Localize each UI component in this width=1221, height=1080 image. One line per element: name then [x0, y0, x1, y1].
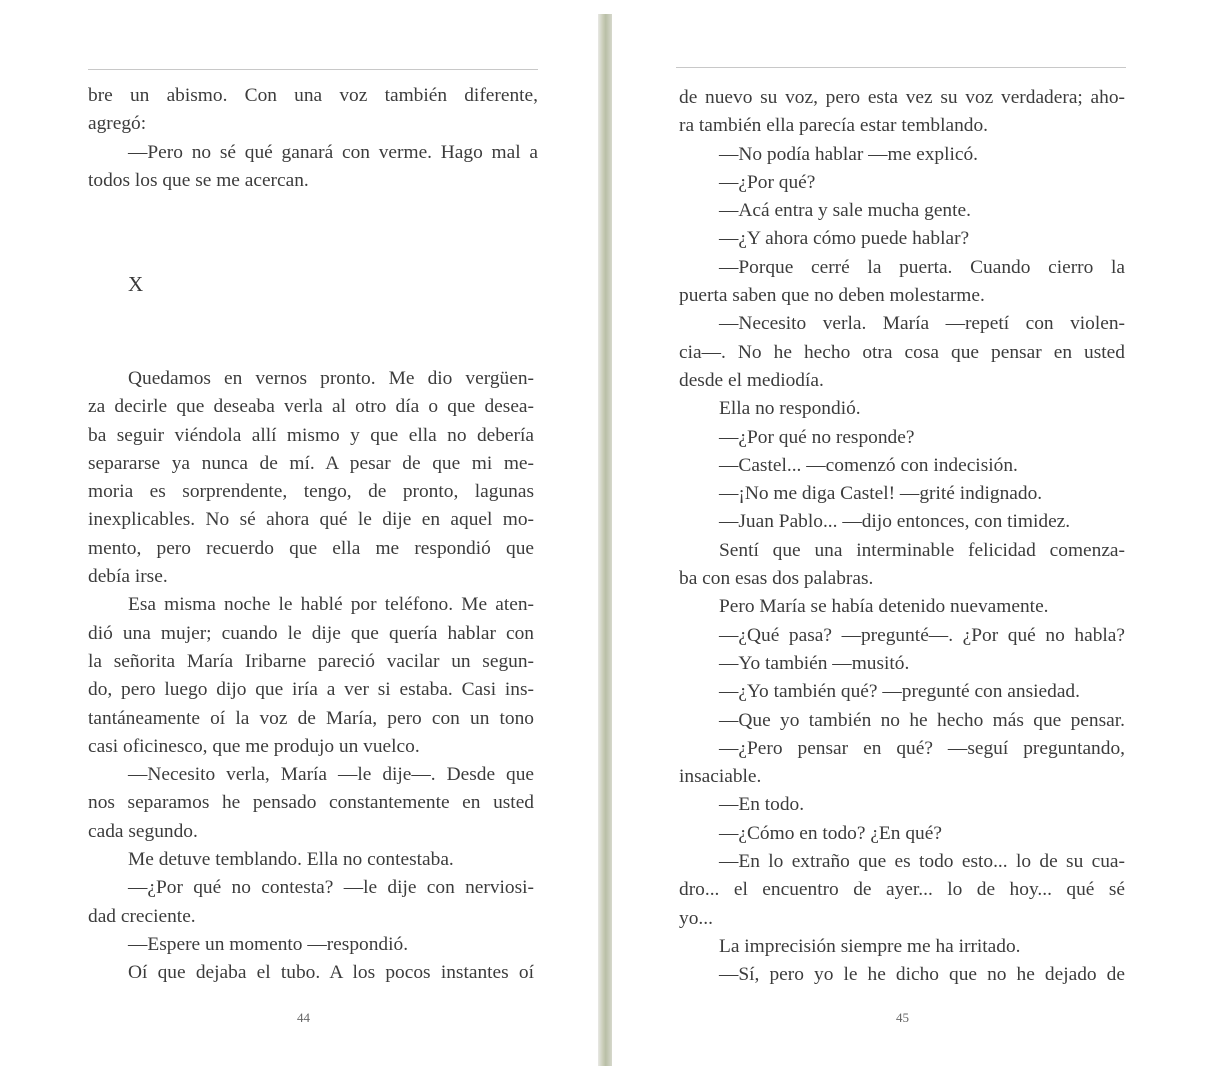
- text-line: Ella no respondió.: [719, 398, 861, 420]
- text-line: —Necesito verla. María —repetí con violen-: [719, 313, 1125, 335]
- text-line: nos separamos he pensado constantemente en usted: [88, 792, 534, 814]
- text-line: —Juan Pablo... —dijo entonces, con timidez.: [719, 511, 1071, 533]
- text-line: desde el mediodía.: [679, 369, 824, 391]
- text-line: debía irse.: [88, 566, 168, 588]
- text-line: —Porque cerré la puerta. Cuando cierro la: [719, 256, 1125, 278]
- text-line: bre un abismo. Con una voz también diferente,: [88, 85, 538, 106]
- text-line: de nuevo su voz, pero esta vez su voz verdadera; aho-: [679, 87, 1125, 108]
- text-line: Esa misma noche le hablé por teléfono. Me aten-: [128, 594, 534, 616]
- text-line: —¿Por qué no contesta? —le dije con nerviosi-: [128, 877, 534, 899]
- text-line: la señorita María Iribarne pareció vacilar un segun-: [88, 650, 534, 672]
- text-line: ba con esas dos palabras.: [679, 568, 874, 590]
- text-line: cada segundo.: [88, 820, 198, 842]
- text-line: moria es sorprendente, tengo, de pronto, lagunas: [88, 481, 534, 503]
- text-line: dió una mujer; cuando le dije que quería hablar con: [88, 622, 534, 644]
- text-line: ba seguir viéndola allí mismo y que ella no debería: [88, 424, 534, 446]
- text-line: —Castel... —comenzó con indecisión.: [719, 454, 1018, 476]
- text-line: —Yo también —musitó.: [719, 652, 910, 674]
- text-line: cia—. No he hecho otra cosa que pensar en usted: [679, 341, 1125, 363]
- text-line: Oí que dejaba el tubo. A los pocos instantes oí: [128, 962, 534, 984]
- left-top-text: [88, 82, 538, 195]
- text-line: —¿Cómo en todo? ¿En qué?: [719, 822, 942, 844]
- right-page: [612, 0, 1221, 1080]
- text-line: dad creciente.: [88, 905, 196, 927]
- text-line: insaciable.: [679, 766, 762, 788]
- text-line: —Sí, pero yo le he dicho que no he dejado de: [719, 964, 1125, 986]
- text-line: todos los que se me acercan.: [88, 169, 309, 191]
- left-main-text: [88, 365, 534, 988]
- text-line: puerta saben que no deben molestarme.: [679, 285, 985, 307]
- header-rule: [676, 67, 1126, 68]
- text-line: tantáneamente oí la voz de María, pero con un tono: [88, 707, 534, 729]
- text-line: —En lo extraño que es todo esto... lo de su cua-: [719, 851, 1125, 873]
- text-line: za decirle que deseaba verla al otro día o que desea-: [88, 396, 534, 418]
- text-line: Quedamos en vernos pronto. Me dio vergüen-: [128, 368, 534, 389]
- text-line: —¿Por qué?: [719, 171, 816, 193]
- text-line: —¿Yo también qué? —pregunté con ansiedad.: [719, 681, 1080, 703]
- left-page: [0, 0, 598, 1080]
- text-line: agregó:: [88, 113, 147, 135]
- text-line: Me detuve temblando. Ella no contestaba.: [128, 849, 454, 871]
- text-line: —¡No me diga Castel! —grité indignado.: [719, 483, 1043, 505]
- text-line: —¿Qué pasa? —pregunté—. ¿Por qué no habla?: [719, 624, 1125, 646]
- text-line: —¿Y ahora cómo puede hablar?: [719, 228, 970, 250]
- text-line: —Espere un momento —respondió.: [128, 933, 409, 955]
- text-line: yo...: [679, 907, 713, 929]
- text-line: Pero María se había detenido nuevamente.: [719, 596, 1049, 618]
- text-line: —¿Pero pensar en qué? —seguí preguntando,: [719, 737, 1125, 759]
- text-line: La imprecisión siempre me ha irritado.: [719, 935, 1021, 957]
- text-line: Sentí que una interminable felicidad comenza-: [719, 539, 1125, 561]
- right-main-text: [679, 84, 1125, 990]
- text-line: ra también ella parecía estar temblando.: [679, 115, 989, 137]
- text-line: do, pero luego dijo que iría a ver si estaba. Casi ins-: [88, 679, 534, 701]
- text-line: —¿Por qué no responde?: [719, 426, 915, 448]
- text-line: —Acá entra y sale mucha gente.: [719, 200, 971, 222]
- text-line: mento, pero recuerdo que ella me respondió que: [88, 537, 534, 559]
- text-line: separarse ya nunca de mí. A pesar de que mi me-: [88, 452, 534, 474]
- text-line: inexplicables. No sé ahora qué le dije en aquel mo-: [88, 509, 534, 531]
- text-line: —Que yo también no he hecho más que pensar.: [719, 709, 1125, 731]
- text-line: —Pero no sé qué ganará con verme. Hago mal a: [128, 141, 538, 163]
- text-line: casi oficinesco, que me produjo un vuelco.: [88, 735, 420, 757]
- book-gutter: [598, 14, 612, 1066]
- text-line: —No podía hablar —me explicó.: [719, 143, 979, 165]
- text-line: dro... el encuentro de ayer... lo de hoy... qué sé: [679, 879, 1125, 901]
- page-number: 45: [896, 1010, 909, 1025]
- chapter-heading: X: [128, 272, 144, 296]
- text-line: —En todo.: [719, 794, 805, 816]
- header-rule: [88, 69, 538, 70]
- page-number: 44: [297, 1010, 310, 1025]
- text-line: —Necesito verla, María —le dije—. Desde que: [128, 764, 534, 786]
